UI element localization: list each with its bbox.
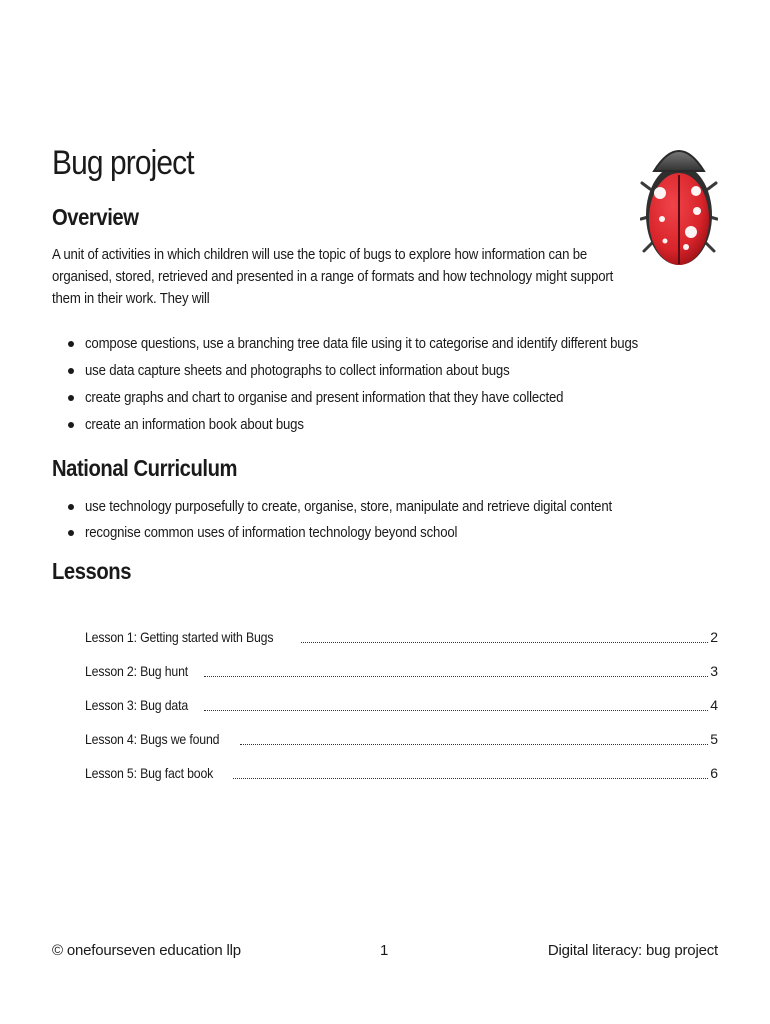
- toc-entry-page[interactable]: 4: [710, 697, 718, 713]
- toc-entry-page[interactable]: 6: [710, 765, 718, 781]
- toc-leader: [233, 762, 708, 779]
- toc-entry-label[interactable]: Lesson 5: Bug fact book: [85, 765, 214, 781]
- toc-entry-label[interactable]: Lesson 3: Bug data: [85, 697, 189, 713]
- toc-leader: [301, 626, 708, 643]
- bullet-icon: [68, 368, 74, 374]
- toc-entry-label[interactable]: Lesson 1: Getting started with Bugs: [85, 629, 274, 645]
- toc-leader: [204, 694, 708, 711]
- bullet-icon: [68, 530, 74, 536]
- bullet-icon: [68, 422, 74, 428]
- page-title: Bug project: [52, 144, 194, 182]
- lessons-toc: [85, 626, 718, 796]
- footer-copyright: © onefourseven education llp: [52, 942, 241, 959]
- toc-leader: [204, 660, 708, 677]
- lessons-heading: Lessons: [52, 558, 132, 584]
- document-page: Bug project Overview A unit of activities in which children will use the topic of bugs to explore how information can be organised, stored, retrieved and presented in a range of formats and how technology might support them in their work. They will compose questions, use a branching tree data file using it to categorise and identify different bugs use data capture sheets and photographs to collect information about bugs create graphs and chart to organise and present information that they have collected create an information book about bugs National Curriculum use technology purposefully to create, organise, store, manipulate and retrieve digital content recognise common uses of information technology beyond school Lessons Lesson 1: Getting started with Bugs 2 Lesson 2: Bug hunt 3 Lesson 3: Bug data 4 Lesson 4: Bugs we found 5 Lesson 5: Bug fact book 6 © onefourseven education llp 1 Digital literacy: bug project: [0, 0, 770, 1024]
- curriculum-heading: National Curriculum: [52, 455, 238, 481]
- bullet-icon: [68, 504, 74, 510]
- toc-entry[interactable]: [85, 626, 718, 660]
- toc-entry-page[interactable]: 3: [710, 663, 718, 679]
- toc-entry[interactable]: [85, 728, 718, 762]
- ladybug-icon: [640, 137, 718, 269]
- bullet-icon: [68, 395, 74, 401]
- bullet-icon: [68, 341, 74, 347]
- toc-entry-label[interactable]: Lesson 4: Bugs we found: [85, 731, 220, 747]
- footer-document-name: Digital literacy: bug project: [547, 942, 718, 959]
- toc-entry[interactable]: [85, 660, 718, 694]
- toc-entry-label[interactable]: Lesson 2: Bug hunt: [85, 663, 189, 679]
- toc-entry[interactable]: [85, 694, 718, 728]
- toc-entry-page[interactable]: 5: [710, 731, 718, 747]
- footer-page-number: 1: [380, 942, 389, 959]
- toc-leader: [240, 728, 708, 745]
- toc-entry-page[interactable]: 2: [710, 629, 718, 645]
- overview-heading: Overview: [52, 204, 139, 230]
- toc-entry[interactable]: [85, 762, 718, 796]
- overview-paragraph: A unit of activities in which children will use the topic of bugs to explore how information can be organised, stored, retrieved and presented in a range of formats and how technology might support them in their work. They will: [52, 246, 614, 307]
